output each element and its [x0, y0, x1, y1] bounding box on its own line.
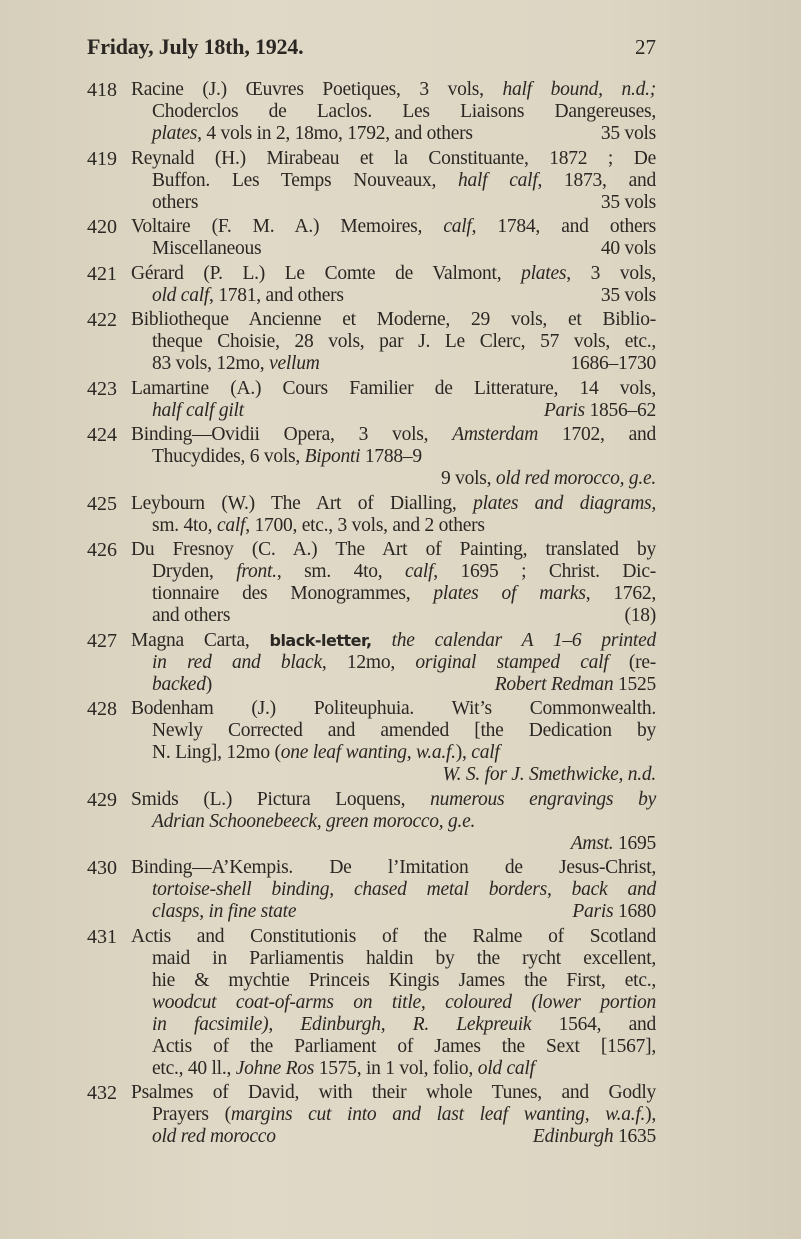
lot-description-line: [131, 79, 656, 101]
line-left: [152, 285, 344, 307]
italic-text: original stamped calf: [415, 651, 609, 673]
italic-text: Paris: [572, 901, 614, 922]
lot-number: 425: [87, 492, 117, 515]
text-segment: , 1695 ; Christ. Dic-: [433, 561, 656, 582]
italic-text: numerous engravings by: [430, 788, 656, 810]
lot-description-line: [131, 630, 656, 652]
italic-text: the calendar A 1–6 printed: [391, 629, 656, 651]
text-segment: ),: [455, 742, 472, 763]
lot-entry: [87, 630, 656, 696]
italic-text: clasps, in fine state: [152, 901, 297, 922]
lot-description-line: [152, 833, 656, 855]
italic-text: W. S. for J. Smethwicke, n.d.: [442, 764, 656, 785]
italic-text: Johne Ros: [235, 1057, 315, 1079]
text-segment: 1525: [613, 673, 656, 695]
text-segment: 1564, and: [531, 1013, 656, 1035]
text-segment: and others: [152, 605, 231, 626]
italic-text: half calf gilt: [152, 399, 244, 421]
text-segment: 1702, and: [538, 424, 657, 445]
line-right-detail: [572, 901, 656, 923]
text-segment: 40 vols: [600, 238, 656, 259]
lot-description-line: [152, 331, 656, 353]
text-segment: Racine (J.) Œuvres Poetiques, 3 vols,: [131, 79, 503, 100]
text-segment: Lamartine (A.) Cours Familier de Litterature, 14 vols,: [131, 377, 656, 399]
text-segment: , 1700, etc., 3 vols, and 2 others: [245, 514, 485, 536]
text-segment: Choderclos de Laclos. Les Liaisons Dangereuses,: [152, 101, 656, 122]
text-segment: 1788–9: [360, 446, 422, 467]
text-segment: , sm. 4to,: [276, 561, 405, 582]
text-segment: 1575, in 1 vol, folio,: [314, 1057, 478, 1079]
italic-text: margins cut into and last leaf wanting, w.a.f.: [230, 1104, 646, 1125]
line-right-detail: [601, 192, 656, 214]
text-segment: etc., 40 ll.,: [152, 1057, 236, 1079]
italic-text: calf: [471, 742, 500, 763]
text-segment: Voltaire (F. M. A.) Memoires,: [131, 216, 444, 237]
lot-description-line: [152, 353, 656, 375]
text-segment: ): [205, 673, 212, 695]
page-number: 27: [635, 34, 656, 59]
black-letter-text: black-letter,: [269, 630, 372, 650]
italic-text: Adrian Schoonebeeck, green morocco, g.e.: [152, 810, 476, 832]
text-segment: , 1781, and others: [209, 284, 344, 306]
text-segment: 35 vols: [600, 191, 656, 213]
text-segment: , 1784, and others: [471, 216, 656, 237]
italic-text: backed: [152, 673, 206, 695]
lot-description-line: [131, 493, 656, 515]
lot-entry: [87, 857, 656, 923]
italic-text: old red morocco: [152, 1126, 276, 1147]
lot-number: 421: [87, 262, 117, 285]
text-segment: Psalmes of David, with their whole Tunes, and Godly: [131, 1082, 656, 1103]
italic-text: half bound, n.d.;: [502, 79, 656, 100]
line-right-detail: [495, 674, 656, 696]
line-left: [152, 674, 212, 696]
lot-number: 423: [87, 377, 117, 400]
lot-number: 429: [87, 788, 117, 811]
lot-entry: [87, 698, 656, 786]
lot-entry: [87, 493, 656, 537]
lot-description-line: [152, 170, 656, 192]
italic-text: plates and diagrams,: [473, 492, 656, 514]
lot-entry: [87, 424, 656, 490]
text-segment: 83 vols, 12mo,: [152, 353, 270, 374]
text-segment: Binding—A’Kempis. De l’Imitation de Jesus-Christ,: [131, 857, 656, 878]
lot-description-line: [152, 123, 656, 145]
text-segment: 1695: [613, 832, 656, 854]
italic-text: old calf: [152, 284, 210, 306]
lot-entry: [87, 539, 656, 627]
line-right-detail: [601, 123, 656, 145]
text-segment: sm. 4to,: [152, 514, 217, 536]
line-right-detail: [601, 285, 656, 307]
italic-text: plates of marks: [433, 583, 586, 604]
lot-entry: [87, 309, 656, 375]
text-segment: , 12mo,: [321, 651, 416, 673]
lot-entry: [87, 926, 656, 1080]
line-left: [152, 400, 244, 422]
lot-description-line: [152, 468, 656, 490]
lot-number: 426: [87, 539, 117, 561]
line-left: [152, 901, 296, 923]
lot-description-line: [131, 539, 656, 561]
text-segment: Smids (L.) Pictura Loquens,: [131, 788, 431, 810]
text-segment: theque Choisie, 28 vols, par J. Le Clerc, 57 vols, etc.,: [152, 331, 656, 352]
lot-description-line: [131, 1082, 656, 1104]
italic-text: old calf: [477, 1057, 535, 1079]
italic-text: tortoise-shell binding, chased metal borders, back and: [152, 879, 656, 900]
lot-description-line: [152, 1104, 656, 1126]
text-segment: Miscellaneous: [152, 238, 262, 259]
italic-text: plates: [152, 123, 198, 144]
text-segment: Bodenham (J.) Politeuphuia. Wit’s Commonwealth.: [131, 698, 656, 719]
line-right-detail: [533, 1126, 656, 1148]
italic-text: half calf: [458, 169, 538, 191]
text-segment: Gérard (P. L.) Le Comte de Valmont,: [131, 262, 522, 284]
text-segment: Buffon. Les Temps Nouveaux,: [152, 169, 458, 191]
text-segment: Thucydides, 6 vols,: [152, 446, 305, 467]
lot-description-line: [152, 192, 656, 214]
italic-text: woodcut coat-of-arms on title, coloured (lower portion: [152, 991, 656, 1013]
text-segment: Reynald (H.) Mirabeau et la Constituante, 1872 ; De: [131, 147, 656, 169]
lot-entry: [87, 1082, 656, 1148]
lot-list: [87, 79, 656, 1151]
text-segment: Magna Carta,: [131, 629, 270, 651]
italic-text: calf: [443, 216, 472, 237]
lot-description-line: [152, 674, 656, 696]
lot-entry: [87, 789, 656, 855]
line-right-detail: [571, 353, 657, 375]
italic-text: calf: [405, 561, 434, 582]
lot-description-line: [131, 148, 656, 170]
text-segment: Binding—Ovidii Opera, 3 vols,: [131, 424, 453, 445]
text-segment: Prayers (: [152, 1104, 231, 1125]
lot-description-line: [152, 901, 656, 923]
text-segment: (re-: [608, 651, 657, 673]
page-header: [87, 33, 656, 61]
text-segment: Du Fresnoy (C. A.) The Art of Painting, translated by: [131, 539, 656, 560]
line-left: [152, 192, 198, 214]
lot-number: 419: [87, 147, 117, 170]
line-left: [152, 123, 473, 145]
lot-number: 430: [87, 857, 117, 879]
lot-entry: [87, 263, 656, 307]
text-segment: 1680: [613, 901, 656, 922]
lot-description-line: [152, 1126, 656, 1148]
text-segment: 35 vols: [600, 284, 656, 306]
text-segment: ),: [645, 1104, 656, 1125]
lot-description-line: [131, 424, 656, 446]
lot-description-line: [152, 561, 656, 583]
lot-description-line: [152, 764, 656, 786]
italic-text: in facsimile), Edinburgh, R. Lekpreuik: [152, 1013, 532, 1035]
lot-number: 420: [87, 216, 117, 238]
text-segment: Dryden,: [152, 561, 237, 582]
lot-description-line: [131, 857, 656, 879]
text-segment: , 3 vols,: [566, 262, 656, 284]
text-segment: 9 vols,: [441, 468, 496, 489]
text-segment: 1635: [613, 1126, 656, 1147]
lot-description-line: [152, 742, 656, 764]
italic-text: Paris: [543, 399, 585, 421]
italic-text: in red and black: [152, 651, 322, 673]
line-left: [152, 238, 261, 260]
italic-text: Robert Redman: [494, 673, 614, 695]
italic-text: Amst.: [570, 832, 614, 854]
italic-text: Edinburgh: [532, 1126, 614, 1147]
lot-description-line: [152, 720, 656, 742]
lot-description-line: [152, 605, 656, 627]
text-segment: , 1762,: [585, 583, 656, 604]
text-segment: , 1873, and: [537, 169, 656, 191]
line-right-detail: [544, 400, 656, 422]
text-segment: , 4 vols in 2, 18mo, 1792, and others: [197, 123, 473, 144]
lot-description-line: [131, 263, 656, 285]
text-segment: 1686–1730: [570, 353, 656, 374]
italic-text: one leaf wanting, w.a.f.: [280, 742, 456, 763]
text-segment: 35 vols: [600, 123, 656, 144]
text-segment: Leybourn (W.) The Art of Dialling,: [131, 492, 474, 514]
text-segment: maid in Parliamentis haldin by the rycht excellent,: [152, 947, 656, 969]
text-segment: N. Ling], 12mo (: [152, 742, 281, 763]
italic-text: Amsterdam: [452, 424, 539, 445]
lot-description-line: [152, 446, 656, 468]
italic-text: vellum: [269, 353, 320, 374]
lot-description-line: [152, 970, 656, 992]
lot-description-line: [152, 948, 656, 970]
lot-entry: [87, 148, 656, 214]
lot-description-line: [131, 309, 656, 331]
italic-text: plates: [521, 262, 567, 284]
lot-number: 418: [87, 79, 117, 101]
line-right-detail: [601, 238, 656, 260]
lot-entry: [87, 378, 656, 422]
lot-number: 431: [87, 925, 117, 948]
lot-description-line: [152, 101, 656, 123]
italic-text: calf: [216, 514, 246, 536]
italic-text: old red morocco, g.e.: [495, 468, 656, 489]
text-segment: 1856–62: [584, 399, 656, 421]
page-title: Friday, July 18th, 1924.: [87, 34, 304, 59]
lot-description-line: [152, 583, 656, 605]
text-segment: Actis and Constitutionis of the Ralme of Scotland: [131, 925, 656, 947]
line-left: [152, 1126, 276, 1148]
lot-entry: [87, 216, 656, 260]
line-right-detail: [625, 605, 657, 627]
text-segment: Bibliotheque Ancienne et Moderne, 29 vols, et Biblio-: [131, 309, 656, 330]
lot-description-line: [131, 789, 656, 811]
lot-description-line: [152, 400, 656, 422]
text-segment: Newly Corrected and amended [the Dedication by: [152, 720, 656, 741]
lot-description-line: [152, 811, 656, 833]
italic-text: front.: [236, 561, 277, 582]
italic-text: Biponti: [304, 446, 361, 467]
lot-description-line: [152, 1058, 656, 1080]
text-segment: [372, 630, 392, 651]
text-segment: tionnaire des Monogrammes,: [152, 583, 434, 604]
lot-number: 422: [87, 309, 117, 331]
lot-number: 424: [87, 424, 117, 446]
text-segment: others: [152, 191, 199, 213]
lot-description-line: [131, 216, 656, 238]
line-left: [152, 353, 320, 375]
lot-number: 427: [87, 629, 117, 652]
lot-number: 432: [87, 1082, 117, 1104]
lot-description-line: [152, 1036, 656, 1058]
lot-description-line: [152, 515, 656, 537]
text-segment: (18): [624, 605, 656, 626]
text-segment: hie & mychtie Princeis Kingis James the First, etc.,: [152, 969, 656, 991]
lot-entry: [87, 79, 656, 145]
lot-description-line: [131, 926, 656, 948]
lot-description-line: [152, 652, 656, 674]
text-segment: Actis of the Parliament of James the Sext [1567],: [152, 1035, 656, 1057]
lot-description-line: [152, 238, 656, 260]
lot-description-line: [152, 1014, 656, 1036]
lot-description-line: [152, 285, 656, 307]
lot-description-line: [152, 879, 656, 901]
lot-description-line: [131, 378, 656, 400]
lot-description-line: [131, 698, 656, 720]
lot-number: 428: [87, 698, 117, 720]
lot-description-line: [152, 992, 656, 1014]
line-left: [152, 605, 230, 627]
